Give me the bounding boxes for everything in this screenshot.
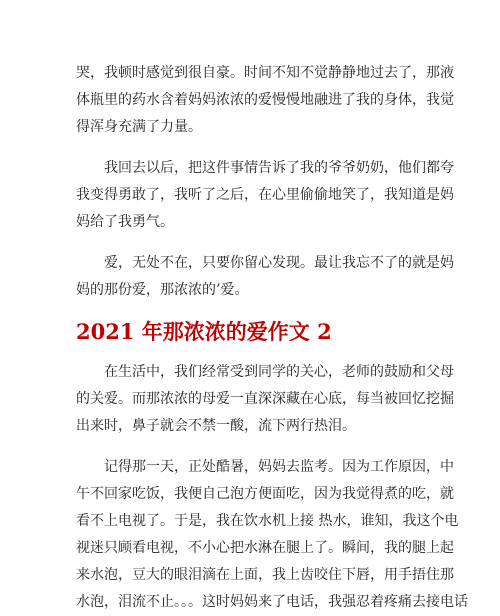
text-line: 记得那一天，正处酷暑，妈妈去监考。因为工作原因，中 [104,459,454,475]
text-line: 爱，无处不在，只要你留心发现。最让我忘不了的就是妈 [104,255,454,271]
paragraph-5 [76,454,468,616]
paragraph-gap [76,141,426,155]
paragraph-3 [76,250,454,304]
text-line: 我回去以后，把这件事情告诉了我的爷爷奶奶，他们都夸 [104,160,454,176]
text-line: 在生活中，我们经常受到同学的关心，老师的鼓励和父母 [104,364,454,380]
text-line: 哭，我顿时感觉到很自豪。时间不知不觉静静地过去了，那液 [76,65,454,81]
text-line: 妈给了我勇气。 [76,214,174,230]
section-heading: 2021 年那浓浓的爱作文 2 [76,319,332,344]
text-line: 得浑身充满了力量。 [76,119,202,135]
text-line: 体瓶里的药水含着妈妈浓浓的爱慢慢地融进了我的身体，我觉 [76,92,454,108]
paragraph-2 [76,155,454,236]
text-line: 看不上电视了。于是，我在饮水机上接 热水，谁知，我这个电 [76,513,459,529]
paragraph-1 [76,60,454,141]
text-line: 出来时，鼻子就会不禁一酸，流下两行热泪。 [76,418,356,434]
paragraph-4 [76,359,454,440]
text-line: 水泡，泪流不止。。。这时妈妈来了电话，我强忍着疼痛去接电话 [76,594,468,610]
text-line: 我变得勇敢了，我听了之后，在心里偷偷地笑了，我知道是妈 [76,187,454,203]
paragraph-gap [76,345,426,359]
paragraph-gap [76,440,426,454]
paragraph-gap [76,304,426,318]
document-body [76,60,468,616]
text-line: 午不回家吃饭，我便自己泡方便面吃，因为我觉得煮的吃，就 [76,486,454,502]
text-line: 来水泡，豆大的眼泪滴在上面，我上齿咬住下唇，用手捂住那 [76,567,454,583]
text-line: 视迷只顾看电视，不小心把水淋在腿上了。瞬间，我的腿上起 [76,540,454,556]
paragraph-gap [76,236,426,250]
text-line: 妈的那份爱，那浓浓的’爱。 [76,282,249,298]
text-line: 的关爱。而那浓浓的母爱一直深深藏在心底，每当被回忆挖掘 [76,391,454,407]
